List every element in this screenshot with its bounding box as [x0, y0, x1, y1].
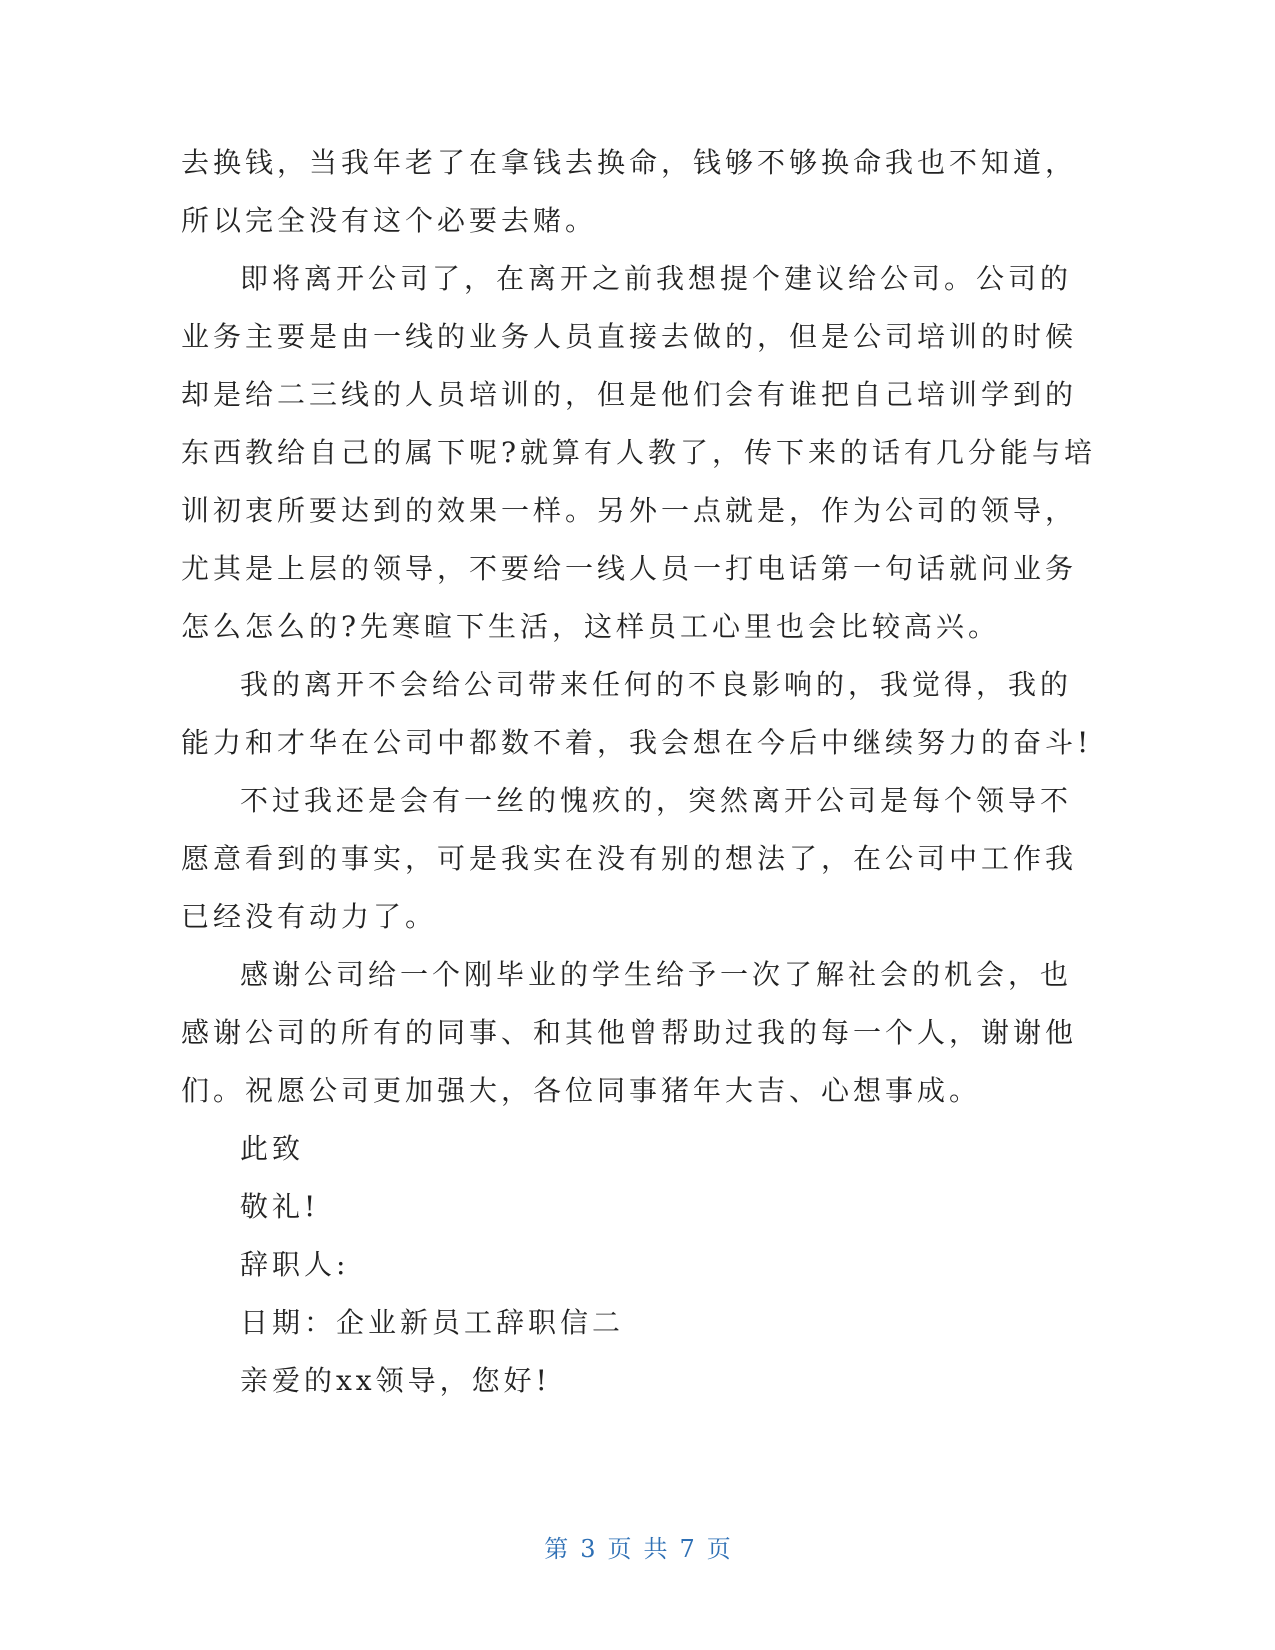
- text-line: 尤其是上层的领导，不要给一线人员一打电话第一句话就问业务: [181, 552, 1078, 585]
- signer-line: 辞职人:: [240, 1248, 350, 1281]
- salutation-line: 敬礼!: [240, 1190, 320, 1223]
- page-footer: [0, 1533, 1275, 1565]
- text-line: 业务主要是由一线的业务人员直接去做的，但是公司培训的时候: [181, 320, 1078, 353]
- text-line: 感谢公司的所有的同事、和其他曾帮助过我的每一个人，谢谢他: [181, 1016, 1078, 1049]
- paragraph-start-line: 我的离开不会给公司带来任何的不良影响的，我觉得，我的: [240, 668, 1073, 701]
- paragraph-start-line: 即将离开公司了，在离开之前我想提个建议给公司。公司的: [240, 262, 1073, 295]
- date-line: 日期：企业新员工辞职信二: [240, 1306, 625, 1339]
- text-line: 却是给二三线的人员培训的，但是他们会有谁把自己培训学到的: [181, 378, 1078, 411]
- text-line: 训初衷所要达到的效果一样。另外一点就是，作为公司的领导，: [181, 494, 1078, 527]
- total-suffix: 页: [706, 1535, 731, 1563]
- text-line: 去换钱，当我年老了在拿钱去换命，钱够不够换命我也不知道，: [181, 146, 1078, 179]
- total-prefix: 共: [643, 1535, 668, 1563]
- greeting-line: 亲爱的xx领导，您好!: [240, 1364, 551, 1397]
- text-line: 能力和才华在公司中都数不着，我会想在今后中继续努力的奋斗!: [181, 726, 1093, 759]
- text-line: 怎么怎么的?先寒暄下生活，这样员工心里也会比较高兴。: [181, 610, 1001, 643]
- total-pages: 7: [679, 1535, 695, 1563]
- page-number: 3: [580, 1535, 596, 1563]
- text-line: 们。祝愿公司更加强大，各位同事猪年大吉、心想事成。: [181, 1074, 982, 1107]
- closing-line: 此致: [240, 1132, 305, 1165]
- paragraph-start-line: 不过我还是会有一丝的愧疚的，突然离开公司是每个领导不: [240, 784, 1073, 817]
- text-line: 已经没有动力了。: [181, 900, 438, 933]
- text-line: 东西教给自己的属下呢?就算有人教了，传下来的话有几分能与培: [181, 436, 1097, 469]
- page-mid: 页: [607, 1535, 632, 1563]
- text-line: 所以完全没有这个必要去赌。: [181, 204, 598, 237]
- paragraph-start-line: 感谢公司给一个刚毕业的学生给予一次了解社会的机会，也: [240, 958, 1073, 991]
- text-line: 愿意看到的事实，可是我实在没有别的想法了，在公司中工作我: [181, 842, 1078, 875]
- page-prefix: 第: [544, 1535, 569, 1563]
